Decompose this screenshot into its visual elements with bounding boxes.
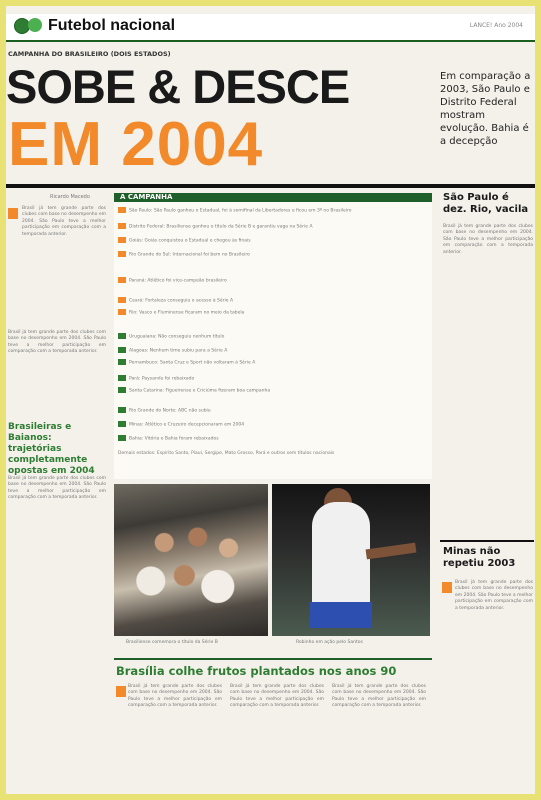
player-shorts [310,602,372,628]
up-arrow-icon [118,309,126,315]
campaign-panel [114,193,432,479]
up-arrow-icon [118,297,126,303]
player-arm [366,543,417,560]
left-column-text-1: Brasil já tem grande parte dos clubes com base no desempenho em 2004. São Paulo teve a melhor participação em comparação com a temporada anterior. [22,206,106,237]
right-rule [440,184,534,186]
up-arrow-icon [118,237,126,243]
down-arrow-icon [118,421,126,427]
list-item: Rio: Vasco e Fluminense ficaram no meio da tabela [118,309,430,316]
dropcap [8,208,18,219]
bottom-text-1: Brasil já tem grande parte dos clubes com base no desempenho em 2004. São Paulo teve a melhor participação em comparação com a temporada anterior. [128,684,222,709]
list-item: Pará: Paysandu foi rebaixado [118,375,430,382]
left-column-text-2: Brasil já tem grande parte dos clubes com base no desempenho em 2004. São Paulo teve a melhor participação em comparação com a temporada anterior. [8,330,106,355]
up-arrow-icon [118,207,126,213]
list-item: Uruguaiana: Não conseguiu nenhum título [118,333,430,340]
byline: Ricardo Macedo [50,194,90,200]
bottom-article-header [114,658,432,680]
panel-heading: A CAMPANHA [120,193,173,201]
bottom-text-3: Brasil já tem grande parte dos clubes com base no desempenho em 2004. São Paulo teve a melhor participação em comparação com a temporada anterior. [332,684,426,709]
list-item: São Paulo: São Paulo ganhou o Estadual, foi à semifinal da Libertadores e ficou em 3º no Brasileiro [118,207,430,214]
photo2-caption: Robinho em ação pelo Santos [296,640,363,645]
headline-line2: EM 2004 [8,110,264,179]
celebration-photo [114,484,268,636]
right-article-title-1: São Paulo é dez. Rio, vacila [443,192,529,215]
left-column-text-3: Brasil já tem grande parte dos clubes com base no desempenho em 2004. São Paulo teve a melhor participação em comparação com a temporada anterior. [8,476,106,501]
down-arrow-icon [118,333,126,339]
list-item: Rio Grande do Norte: ABC não subiu [118,407,430,414]
list-item: Bahia: Vitória e Bahia foram rebaixados [118,435,430,442]
list-item: Santa Catarina: Figueirense e Criciúma fizeram boa campanha [118,387,430,394]
list-item: Minas: Atlético e Cruzeiro decepcionaram em 2004 [118,421,430,428]
down-arrow-icon [118,407,126,413]
list-item: Rio Grande do Sul: Internacional foi bem no Brasileiro [118,251,430,258]
list-item: Paraná: Atlético foi vice-campeão brasileiro [118,277,430,284]
down-arrow-icon [118,387,126,393]
page-info: LANCE! Ano 2004 [469,22,523,29]
photo1-caption: Brasiliense comemora o título da Série B [126,640,218,645]
list-item: Alagoas: Nenhum time subiu para a Série A [118,347,430,354]
player-photo [272,484,430,636]
section-title: Futebol nacional [48,17,176,34]
bottom-text-2: Brasil já tem grande parte dos clubes com base no desempenho em 2004. São Paulo teve a melhor participação em comparação com a temporada anterior. [230,684,324,709]
right-rule-2 [440,540,534,542]
dropcap [442,582,452,593]
player-shirt [312,502,370,612]
football-icon-secondary [28,18,42,32]
up-arrow-icon [118,223,126,229]
kicker: CAMPANHA DO BRASILEIRO (DOIS ESTADOS) [8,50,171,58]
list-item: Ceará: Fortaleza conseguiu o acesso à Série A [118,297,430,304]
dropcap [116,686,126,697]
down-arrow-icon [118,435,126,441]
right-column-text-2: Brasil já tem grande parte dos clubes com base no desempenho em 2004. São Paulo teve a melhor participação em comparação com a temporada anterior. [455,580,533,611]
sidebar-title: Brasileiras e Baianos: trajetórias completamente opostas em 2004 [8,422,95,476]
right-article-title-2: Minas não repetiu 2003 [443,546,516,569]
list-item: Distrito Federal: Brasiliense ganhou o título da Série B e garantiu vaga na Série A [118,223,430,230]
down-arrow-icon [118,375,126,381]
down-arrow-icon [118,347,126,353]
bottom-article-title: Brasília colhe frutos plantados nos anos 90 [116,664,397,678]
deck: Em comparação a 2003, São Paulo e Distrito Federal mostram evolução. Bahia é a decepção [440,71,531,147]
list-item: Pernambuco: Santa Cruz e Sport não voltaram à Série A [118,359,430,366]
panel-header [114,193,432,202]
section-header [6,14,535,42]
right-column-text-1: Brasil já tem grande parte dos clubes com base no desempenho em 2004. São Paulo teve a melhor participação em comparação com a temporada anterior. [443,224,533,255]
headline-line1: SOBE & DESCE [6,60,350,113]
list-item: Goiás: Goiás conquistou o Estadual e chegou às finais [118,237,430,244]
down-arrow-icon [118,359,126,365]
up-arrow-icon [118,277,126,283]
up-arrow-icon [118,251,126,257]
list-item: Demais estados: Espírito Santo, Piauí, Sergipe, Mato Grosso, Pará e outros sem títulos nacionais [118,451,335,456]
